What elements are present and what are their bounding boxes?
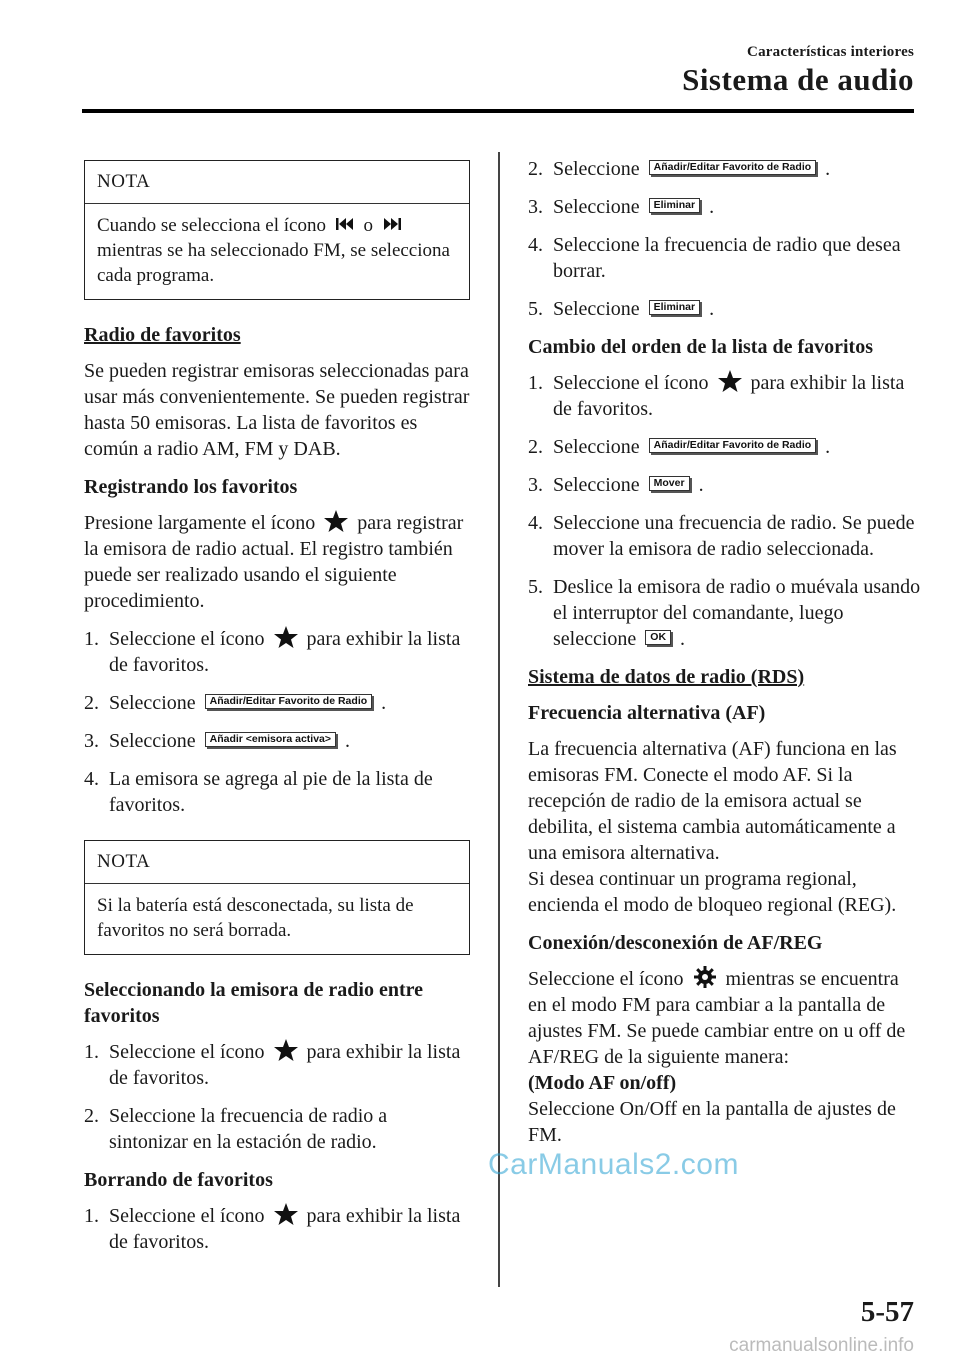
paragraph: [84, 510, 470, 614]
step-number: 1.: [528, 372, 543, 394]
add-edit-favorite-button: Añadir/Editar Favorito de Radio: [649, 438, 817, 453]
list-item: [528, 510, 922, 562]
text: Deslice la emisora de radio o muévala usando el interruptor del comandante, luego seleccione: [553, 576, 921, 650]
list-item: [84, 766, 470, 818]
text: Seleccione la frecuencia de radio que desea borrar.: [553, 234, 901, 282]
list-item: [84, 728, 470, 754]
section-heading-rds: Sistema de datos de radio (RDS): [528, 666, 805, 688]
star-icon: [274, 1039, 298, 1061]
step-number: 2.: [528, 158, 543, 180]
paragraph: Si desea continuar un programa regional, encienda el modo de bloqueo regional (REG).: [528, 868, 897, 916]
subheading-register: Registrando los favoritos: [84, 476, 298, 498]
note-heading: NOTA: [85, 161, 469, 204]
text: .: [345, 730, 351, 752]
header-title: Sistema de audio: [682, 62, 914, 97]
step-number: 1.: [84, 1041, 99, 1063]
seek-forward-icon: [382, 217, 402, 231]
watermark: CarManuals2.com: [488, 1148, 739, 1181]
star-icon: [274, 1203, 298, 1225]
delete-button: Eliminar: [649, 198, 700, 213]
left-column: [84, 160, 470, 1267]
list-item: [528, 156, 922, 182]
subheading-af: Frecuencia alternativa (AF): [528, 702, 766, 724]
text: La emisora se agrega al pie de la lista de favoritos.: [109, 768, 433, 816]
add-edit-favorite-button: Añadir/Editar Favorito de Radio: [205, 694, 373, 709]
star-icon: [718, 370, 742, 392]
step-number: 5.: [528, 576, 543, 598]
text: Seleccione una frecuencia de radio. Se puede mover la emisora de radio seleccionada.: [553, 512, 915, 560]
text: Presione largamente el ícono: [84, 512, 316, 534]
text: Seleccione el ícono: [109, 628, 265, 650]
move-button: Mover: [649, 476, 690, 491]
step-number: 1.: [84, 628, 99, 650]
star-icon: [324, 510, 348, 532]
text: Seleccione: [109, 692, 196, 714]
step-number: 4.: [528, 234, 543, 256]
page-number: 5-57: [860, 1296, 914, 1328]
paragraph: Se pueden registrar emisoras seleccionadas para usar más convenientemente. Se pueden registrar hasta 50 emisoras. La lista de favoritos es común a radio AM, FM y DAB.: [84, 360, 470, 460]
step-number: 3.: [528, 196, 543, 218]
text: Seleccione el ícono: [109, 1205, 265, 1227]
step-number: 2.: [84, 1105, 99, 1127]
text: para exhibir la lista de favoritos.: [553, 372, 905, 420]
note-text: mientras se ha seleccionado FM, se selecciona cada programa.: [97, 240, 450, 286]
list-item: [84, 690, 470, 716]
text: Seleccione el ícono: [528, 968, 684, 990]
note-heading: NOTA: [85, 841, 469, 884]
text: para registrar la emisora de radio actual. El registro también puede ser realizado usando el siguiente procedimiento.: [84, 512, 464, 612]
subheading-af-reg: Conexión/desconexión de AF/REG: [528, 932, 823, 954]
list-item: [84, 1203, 470, 1255]
star-icon: [274, 626, 298, 648]
subheading-delete: Borrando de favoritos: [84, 1169, 273, 1191]
text: mientras se encuentra en el modo FM para cambiar a la pantalla de ajustes FM. Se puede cambiar entre on u off de AF/REG de la siguiente manera:: [528, 968, 906, 1069]
text: .: [381, 692, 387, 714]
add-active-station-button: Añadir <emisora activa>: [205, 732, 336, 747]
text: .: [825, 436, 831, 458]
right-column: [528, 156, 922, 1160]
text: Seleccione el ícono: [553, 372, 709, 394]
subheading-mode: (Modo AF on/off): [528, 1072, 677, 1095]
column-divider: [498, 152, 500, 1287]
text: Seleccione: [553, 196, 640, 218]
header-rule: [82, 109, 914, 113]
text: Seleccione: [553, 298, 640, 320]
list-item: [528, 434, 922, 460]
text: para exhibir la lista de favoritos.: [109, 628, 461, 676]
subheading-order: Cambio del orden de la lista de favoritos: [528, 336, 873, 358]
step-number: 2.: [84, 692, 99, 714]
text: .: [698, 474, 704, 496]
note-body: [85, 204, 469, 299]
list-item: [528, 194, 922, 220]
list-item: [528, 574, 922, 652]
step-number: 3.: [84, 730, 99, 752]
section-heading-favorites: Radio de favoritos: [84, 324, 241, 346]
list-item: [84, 626, 470, 678]
paragraph: La frecuencia alternativa (AF) funciona en las emisoras FM. Conecte el modo AF. Si la recepción de radio de la emisora actual se debilita, el sistema cambia automáticamente a una emisora alternativa.: [528, 738, 897, 864]
text: Seleccione el ícono: [109, 1041, 265, 1063]
step-number: 2.: [528, 436, 543, 458]
step-number: 4.: [528, 512, 543, 534]
list-item: [528, 232, 922, 284]
text: Seleccione la frecuencia de radio a sintonizar en la estación de radio.: [109, 1105, 388, 1153]
note-body: Si la batería está desconectada, su lista de favoritos no será borrada.: [97, 895, 414, 941]
paragraph: Seleccione On/Off en la pantalla de ajustes de FM.: [528, 1098, 896, 1147]
header-subtitle: Características interiores: [747, 44, 914, 60]
subheading-select: Seleccionando la emisora de radio entre favoritos: [84, 979, 424, 1027]
note-text: Cuando se selecciona el ícono: [97, 215, 326, 236]
list-item: [528, 370, 922, 422]
text: .: [825, 158, 831, 180]
text: .: [680, 628, 686, 650]
step-number: 5.: [528, 298, 543, 320]
delete-button: Eliminar: [649, 300, 700, 315]
paragraph: [528, 966, 922, 1070]
text: para exhibir la lista de favoritos.: [109, 1041, 461, 1089]
list-item: [84, 1039, 470, 1091]
text: para exhibir la lista de favoritos.: [109, 1205, 461, 1253]
note-text: o: [363, 215, 373, 236]
text: .: [709, 196, 715, 218]
add-edit-favorite-button: Añadir/Editar Favorito de Radio: [649, 160, 817, 175]
ok-button: OK: [645, 630, 671, 645]
settings-gear-icon: [693, 965, 717, 989]
text: Seleccione: [109, 730, 196, 752]
step-number: 4.: [84, 768, 99, 790]
text: Seleccione: [553, 436, 640, 458]
step-number: 3.: [528, 474, 543, 496]
note-box-1: [84, 160, 470, 300]
list-item: [528, 472, 922, 498]
step-number: 1.: [84, 1205, 99, 1227]
list-item: [84, 1103, 470, 1155]
seek-back-icon: [335, 217, 355, 231]
text: Seleccione: [553, 474, 640, 496]
list-item: [528, 296, 922, 322]
note-box-2: [84, 840, 470, 955]
footer-url: carmanualsonline.info: [729, 1335, 914, 1356]
text: Seleccione: [553, 158, 640, 180]
text: .: [709, 298, 715, 320]
